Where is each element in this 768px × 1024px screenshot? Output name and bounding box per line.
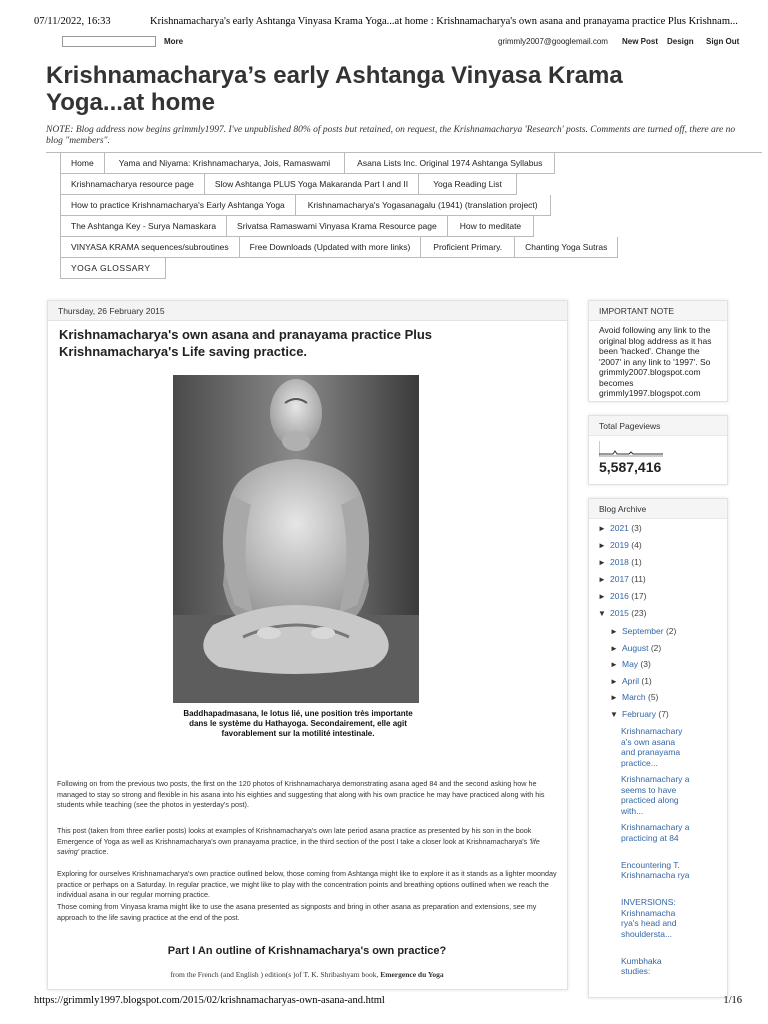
part-heading: Part I An outline of Krishnamacharya's own practice? xyxy=(167,945,447,957)
archive-count: (4) xyxy=(631,540,642,550)
archive-count: (5) xyxy=(647,692,659,702)
tab-row xyxy=(60,195,551,216)
sign-out-link[interactable]: Sign Out xyxy=(706,37,740,46)
archive-count: (17) xyxy=(631,591,647,601)
pageviews-widget xyxy=(588,415,728,485)
expand-right-icon[interactable]: ► xyxy=(610,643,618,653)
post-paragraph xyxy=(57,826,557,858)
navbar-search-input[interactable] xyxy=(62,36,156,47)
post-paragraph: Exploring for ourselves Krishnamacharya's own practice outlined below, those coming from Ashtanga might like to explore it as it stands as a lighter moonday practice or perhaps on a Saturday. In regular practice, we might like to play with the concentration points and breathing options outlined when we reach the individual asana in our regular morning practice. xyxy=(57,869,557,899)
post-paragraph-text: practice. xyxy=(79,847,109,856)
archive-label[interactable]: 2015 xyxy=(610,608,632,618)
archive-label[interactable]: April xyxy=(622,675,642,686)
archive-post-link[interactable]: Krishnamachary a seems to have practiced along with... xyxy=(621,774,690,816)
archive-count: (3) xyxy=(631,523,642,533)
archive-label[interactable]: May xyxy=(622,659,641,669)
tab-row xyxy=(60,153,555,174)
archive-count: (23) xyxy=(631,608,647,618)
tab-yogasanagalu[interactable]: Krishnamacharya's Yogasanagalu (1941) (translation project) xyxy=(295,195,551,215)
archive-month[interactable] xyxy=(610,676,652,686)
lotus-pose-photo-illustration xyxy=(173,375,419,703)
archive-count: (3) xyxy=(640,659,651,669)
expand-right-icon[interactable]: ► xyxy=(598,592,606,601)
archive-count: (1) xyxy=(631,557,642,567)
expand-right-icon[interactable]: ► xyxy=(610,693,618,702)
widget-title: Blog Archive xyxy=(589,499,727,519)
print-url: https://grimmly1997.blogspot.com/2015/02/krishnamacharyas-own-asana-and.html xyxy=(34,995,385,1006)
source-line xyxy=(57,970,557,979)
archive-year[interactable] xyxy=(598,608,646,618)
tab-vinyasa-krama-sequences[interactable]: VINYASA KRAMA sequences/subroutines xyxy=(60,237,239,257)
archive-month[interactable] xyxy=(610,692,658,702)
archive-label[interactable]: 2019 xyxy=(610,540,632,550)
post-paragraph-text: This post (taken from three earlier posts) looks at examples of Krishnamacharya's own late period asana practice as presented by his son in the book Emergence of Yoga as well as Krishnamacharya's own pranayama practice, in the third section of the post I take a closer look at Krishnamacharya's xyxy=(57,826,532,846)
photo-caption: Baddhapadmasana, le lotus lié, une position très importante dans le système du Hathayoga. Secondairement, elle agit favorablement sur la motilité intestinale. xyxy=(183,709,413,738)
tab-free-downloads[interactable]: Free Downloads (Updated with more links) xyxy=(239,237,421,257)
archive-post-link[interactable]: Encountering T. Krishnamacha rya xyxy=(621,859,690,880)
expand-right-icon[interactable]: ► xyxy=(598,524,606,533)
tab-row xyxy=(60,216,534,237)
tab-yama-niyama[interactable]: Yama and Niyama: Krishnamacharya, Jois, Ramaswami xyxy=(104,153,344,173)
archive-count: (1) xyxy=(641,675,652,686)
tab-how-to-meditate[interactable]: How to meditate xyxy=(447,216,534,236)
post-paragraph: Those coming from Vinyasa krama might like to use the asana presented as signposts and bring in other asana as preparation and extensions, see my approach to the life saving practice at the end of the post. xyxy=(57,902,537,922)
pageviews-sparkline xyxy=(599,441,663,457)
post-column xyxy=(47,300,568,990)
design-link[interactable]: Design xyxy=(667,37,694,46)
tab-chanting-yoga-sutras[interactable]: Chanting Yoga Sutras xyxy=(514,237,618,257)
tab-slow-ashtanga[interactable]: Slow Ashtanga PLUS Yoga Makaranda Part I and II xyxy=(204,174,418,194)
pageviews-count: 5,587,416 xyxy=(599,459,662,475)
blog-description: NOTE: Blog address now begins grimmly1997. I've unpublished 80% of posts but retained, on request, the Krishnamacharya 'Research' posts. Comments are turned off, there are no blog "members". xyxy=(46,125,736,146)
post-date: Thursday, 26 February 2015 xyxy=(48,301,567,321)
tab-home[interactable]: Home xyxy=(60,153,104,173)
archive-label[interactable]: 2017 xyxy=(610,574,632,584)
archive-year[interactable] xyxy=(598,591,646,601)
life-saving-emphasis: 'life saving' xyxy=(57,836,540,856)
important-note-text: Avoid following any link to the original blog address as it has been 'hacked'. Change the '2007' in any link to '1997'. So grimmly2007.blogspot.com becomes grimmly1997.blogspot.com xyxy=(599,325,712,398)
tab-row xyxy=(60,174,517,195)
tab-reading-list[interactable]: Yoga Reading List xyxy=(418,174,517,194)
tab-resource-page[interactable]: Krishnamacharya resource page xyxy=(60,174,204,194)
blog-archive-widget xyxy=(588,498,728,998)
expand-right-icon[interactable]: ► xyxy=(610,676,618,686)
archive-label[interactable]: 2018 xyxy=(610,557,632,567)
source-text: from the French (and English ) edition(s )of T. K. Shribashyam book, xyxy=(170,970,381,979)
archive-label[interactable]: August xyxy=(622,642,651,653)
tab-proficient-primary[interactable]: Proficient Primary. xyxy=(420,237,514,257)
widget-title: IMPORTANT NOTE xyxy=(589,301,727,321)
blogger-navbar xyxy=(46,34,762,50)
tab-row xyxy=(60,258,166,279)
tab-ramaswami-resource[interactable]: Srivatsa Ramaswami Vinyasa Krama Resource page xyxy=(226,216,447,236)
navbar-account-email: grimmly2007@googlemail.com xyxy=(498,37,608,46)
important-note-widget xyxy=(588,300,728,402)
navbar-more-link[interactable]: More xyxy=(164,37,184,46)
krishnamacharya-photo xyxy=(173,375,419,703)
pages-tabs xyxy=(46,152,762,273)
expand-right-icon[interactable]: ► xyxy=(598,575,606,584)
print-header xyxy=(34,16,744,30)
print-footer xyxy=(34,995,742,1009)
archive-month[interactable] xyxy=(610,709,669,719)
post-paragraph: Following on from the previous two posts, the first on the 120 photos of Krishnamacharya demonstrating asana aged 84 and the second asking how he managed to stay so strong and flexible in his asana into his eighties and suggesting that along with his own practice he may have practiced along with his students while teaching (see the photos in yesterday's post). xyxy=(57,779,545,809)
print-document-title: Krishnamacharya's early Ashtanga Vinyasa Krama Yoga...at home : Krishnamacharya's own asana and pranayama practice Plus Krishnam... xyxy=(150,16,738,27)
archive-post-link[interactable]: INVERSIONS: Krishnamacha rya's head and shouldersta... xyxy=(621,897,677,939)
archive-label[interactable]: February xyxy=(622,708,659,719)
book-title: Emergence du Yoga xyxy=(380,970,444,979)
archive-month[interactable] xyxy=(610,643,661,653)
tab-asana-lists[interactable]: Asana Lists Inc. Original 1974 Ashtanga Syllabus xyxy=(344,153,555,173)
tab-surya-namaskara[interactable]: The Ashtanga Key - Surya Namaskara xyxy=(60,216,226,236)
archive-count: (7) xyxy=(658,708,669,719)
archive-label[interactable]: September xyxy=(622,626,666,636)
archive-month[interactable] xyxy=(610,626,676,636)
expand-down-icon[interactable]: ▼ xyxy=(598,609,606,618)
archive-month[interactable] xyxy=(610,659,651,669)
archive-count: (2) xyxy=(665,626,677,636)
expand-down-icon[interactable]: ▼ xyxy=(610,709,618,719)
archive-label[interactable]: 2016 xyxy=(610,591,632,601)
archive-count: (11) xyxy=(631,574,646,584)
print-page-number: 1/16 xyxy=(723,995,742,1006)
archive-year[interactable] xyxy=(598,523,642,533)
blog-title[interactable]: Krishnamacharya’s early Ashtanga Vinyasa Krama Yoga...at home xyxy=(46,62,623,116)
print-timestamp: 07/11/2022, 16:33 xyxy=(34,16,111,27)
archive-post-link[interactable]: Kumbhaka studies: xyxy=(621,955,662,976)
archive-label[interactable]: March xyxy=(622,692,648,702)
expand-right-icon[interactable]: ► xyxy=(598,541,606,550)
tab-how-to-practice[interactable]: How to practice Krishnamacharya's Early Ashtanga Yoga xyxy=(60,195,295,215)
archive-count: (2) xyxy=(650,642,662,653)
archive-year[interactable] xyxy=(598,557,642,567)
post-title[interactable]: Krishnamacharya's own asana and pranayama practice Plus Krishnamacharya's Life saving practice. xyxy=(59,327,433,359)
expand-right-icon[interactable]: ► xyxy=(598,558,606,567)
new-post-link[interactable]: New Post xyxy=(622,37,659,46)
widget-title: Total Pageviews xyxy=(589,416,727,436)
archive-year[interactable] xyxy=(598,540,642,550)
archive-post-link[interactable]: Krishnamachary a practicing at 84 xyxy=(621,822,690,843)
archive-year[interactable] xyxy=(598,574,646,584)
archive-post-link[interactable]: Krishnamachary a's own asana and pranayama practice... xyxy=(621,726,683,768)
expand-right-icon[interactable]: ► xyxy=(610,660,618,669)
tab-row xyxy=(60,237,618,258)
tab-yoga-glossary[interactable]: YOGA GLOSSARY xyxy=(60,258,166,278)
expand-right-icon[interactable]: ► xyxy=(610,627,618,636)
archive-label[interactable]: 2021 xyxy=(610,523,632,533)
